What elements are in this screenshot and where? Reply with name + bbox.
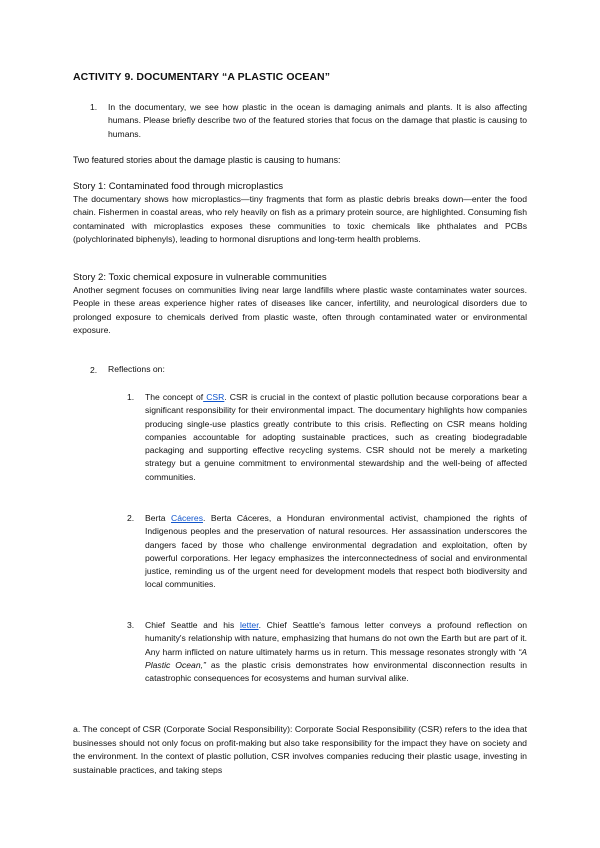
question-2-label: Reflections on:	[108, 364, 165, 374]
reflection-2-text	[145, 512, 527, 592]
reflection-3-body-a: . Chief Seattle's famous letter conveys a profound reflection on humanity's relationship with nature, emphasizing that humans do not own the Earth but are part of it. Any harm inflicted on nature ultimately harms us in return. This message resonates strongly with	[145, 620, 527, 657]
documentary-title-italic: “A Plastic Ocean,”	[145, 646, 527, 670]
reflection-1-prefix: The concept of	[145, 392, 204, 402]
question-2-number: 2.	[90, 365, 98, 375]
reflection-3-text	[145, 619, 527, 685]
reflection-2-body: . Berta Cáceres, a Honduran environmental activist, championed the rights of Indigenous peoples and the preservation of natural resources. Her assassination underscores the dangers faced by those who challenge environmental degradation and exploitation, often by powerful corporations. Her legacy emphasizes the interconnectedness of social and environmental justice, reminding us of the urgent need for development models that respect both biodiversity and local communities.	[145, 513, 527, 590]
question-1-number: 1.	[90, 102, 98, 112]
reflection-2-number: 2.	[127, 513, 135, 523]
csr-definition-paragraph: a. The concept of CSR (Corporate Social Responsibility): Corporate Social Responsibility (CSR) refers to the idea that businesses should not only focus on profit-making but also take responsibility for the impact they have on society and the environment. In the context of plastic pollution, CSR involves companies reducing their plastic usage, investing in sustainable practices, and taking steps	[73, 724, 527, 775]
story-2-heading: Story 2: Toxic chemical exposure in vulnerable communities	[73, 272, 327, 283]
reflection-1-text	[145, 391, 527, 484]
story-1-heading: Story 1: Contaminated food through microplastics	[73, 181, 284, 192]
reflection-3-body-b: as the plastic crisis demonstrates how environmental disconnection results in catastrophic consequences for ecosystems and human survival alike.	[145, 659, 527, 684]
letter-link[interactable]: letter	[239, 620, 259, 630]
question-1-text: In the documentary, we see how plastic in the ocean is damaging animals and plants. It is also affecting humans. Please briefly describe two of the featured stories that focus on the damage that plastic is causing to humans.	[108, 102, 527, 139]
reflection-1-body: . CSR is crucial in the context of plastic pollution because corporations bear a significant responsibility for their environmental impact. The documentary highlights how companies producing single-use plastics greatly contribute to this crisis. Reflecting on CSR means holding companies accountable for adopting sustainable practices, such as creating biodegradable packaging and supporting effective recycling systems. CSR should not be merely a marketing strategy but a genuine commitment to environmental stewardship and the well-being of affected communities.	[145, 392, 527, 482]
story-2-body: Another segment focuses on communities living near large landfills where plastic waste contaminates water sources. People in these areas experience higher rates of diseases like cancer, infertility, and neurological disorders due to prolonged exposure to chemicals derived from plastic waste, often through contaminated water or environmental exposure.	[73, 285, 527, 336]
reflection-3-prefix: Chief Seattle and his	[145, 620, 240, 630]
reflection-2-prefix: Berta	[145, 513, 171, 523]
stories-intro: Two featured stories about the damage plastic is causing to humans:	[73, 155, 341, 165]
page-title: ACTIVITY 9. DOCUMENTARY “A PLASTIC OCEAN”	[73, 71, 331, 83]
story-1-body: The documentary shows how microplastics—tiny fragments that form as plastic debris breaks down—enter the food chain. Fishermen in coastal areas, who rely heavily on fish as a primary protein source, are highlighted. Consuming fish contaminated with microplastics exposes these communities to toxic chemicals like phthalates and PCBs (polychlorinated biphenyls), leading to hormonal disruptions and long-term health problems.	[73, 194, 527, 245]
reflection-1-number: 1.	[127, 392, 135, 402]
caceres-link[interactable]: Cáceres	[171, 513, 203, 523]
csr-link[interactable]: CSR	[203, 392, 225, 402]
reflection-3-number: 3.	[127, 620, 135, 630]
